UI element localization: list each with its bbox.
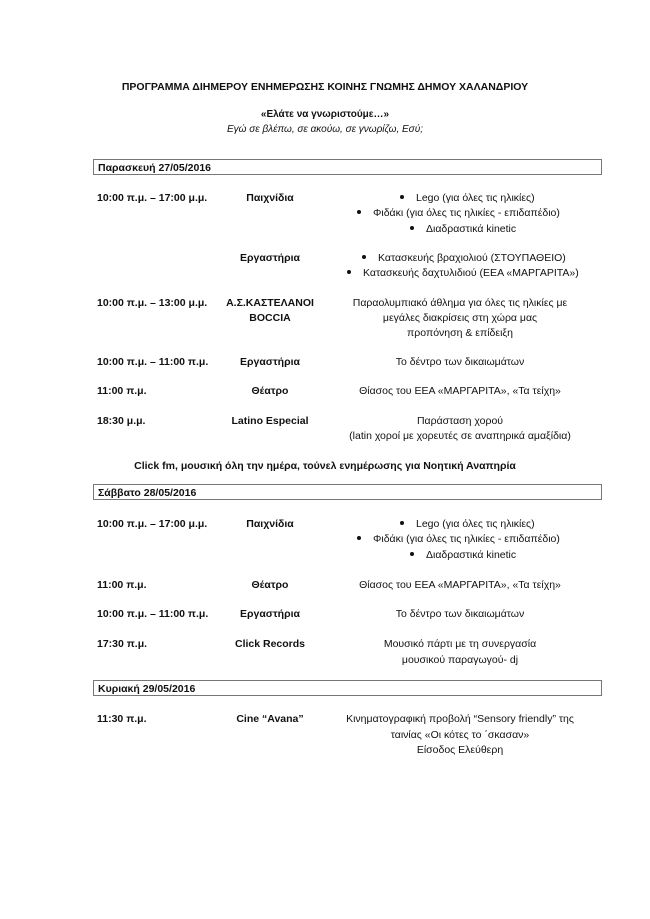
event-activity-line: BOCCIA [249, 312, 291, 324]
event-description: ταινίας «Οι κότες το ΄σκασαν» [390, 729, 530, 741]
bullet-icon [410, 226, 414, 230]
bullet-item: Lego (για όλες τις ηλικίες) [400, 518, 535, 530]
bullet-item: Φιδάκι (για όλες τις ηλικίες - επιδαπέδιο) [357, 207, 560, 219]
bullet-item: Φιδάκι (για όλες τις ηλικίες - επιδαπέδιο) [357, 533, 560, 545]
event-description: Θίασος του ΕΕΑ «ΜΑΡΓΑΡΙΤΑ», «Τα τείχη» [359, 385, 561, 397]
event-activity: Εργαστήρια [240, 608, 300, 620]
bullet-icon [362, 255, 366, 259]
event-activity: Εργαστήρια [240, 356, 300, 368]
bullet-item: Lego (για όλες τις ηλικίες) [400, 192, 535, 204]
event-description: Παραολυμπιακό άθλημα για όλες τις ηλικίες με [352, 297, 568, 309]
event-time: 11:00 π.μ. [97, 385, 147, 397]
event-description: μουσικού παραγωγού- dj [401, 654, 519, 666]
day-header-saturday: Σάββατο 28/05/2016 [93, 484, 602, 500]
event-description: Θίασος του ΕΕΑ «ΜΑΡΓΑΡΙΤΑ», «Τα τείχη» [359, 579, 561, 591]
event-activity: Click Records [234, 638, 306, 650]
document-subtitle: «Ελάτε να γνωριστούμε…» [260, 109, 390, 120]
bullet-icon [357, 536, 361, 540]
event-description: μεγάλες διακρίσεις στη χώρα μας [382, 312, 538, 324]
event-activity: Θέατρο [251, 385, 289, 397]
event-activity: Παιχνίδια [246, 192, 294, 204]
event-time: 10:00 π.μ. – 17:00 μ.μ. [97, 518, 208, 530]
event-time: 17:30 π.μ. [97, 638, 148, 650]
bullet-icon [400, 195, 404, 199]
event-activity: Latino Especial [231, 415, 309, 427]
bullet-item: Κατασκευής βραχιολιού (ΣΤΟΥΠΑΘΕΙΟ) [362, 252, 566, 264]
event-time: 10:00 π.μ. – 13:00 μ.μ. [97, 297, 208, 309]
event-time: 18:30 μ.μ. [97, 415, 146, 427]
day-note: Click fm, μουσική όλη την ημέρα, τούνελ ενημέρωσης για Νοητική Αναπηρία [134, 460, 516, 472]
event-description: Το δέντρο των δικαιωμάτων [395, 608, 525, 620]
document-title: ΠΡΟΓΡΑΜΜΑ ΔΙΗΜΕΡΟΥ ΕΝΗΜΕΡΩΣΗΣ ΚΟΙΝΗΣ ΓΝΩΜΗΣ ΔΗΜΟΥ ΧΑΛΑΝΔΡΙΟΥ [121, 81, 529, 93]
event-time: 10:00 π.μ. – 11:00 π.μ. [97, 356, 209, 368]
event-time: 11:30 π.μ. [97, 713, 147, 725]
event-description: προπόνηση & επίδειξη [407, 327, 513, 339]
bullet-item: Διαδραστικά kinetic [410, 223, 516, 235]
event-activity: Cine “Avana” [236, 713, 304, 725]
bullet-icon [347, 270, 351, 274]
day-header-friday: Παρασκευή 27/05/2016 [93, 159, 602, 175]
event-description: Παράσταση χορού [416, 415, 504, 427]
event-time: 10:00 π.μ. – 11:00 π.μ. [97, 608, 209, 620]
event-description: Μουσικό πάρτι με τη συνεργασία [383, 638, 537, 650]
bullet-icon [357, 210, 361, 214]
day-header-sunday: Κυριακή 29/05/2016 [93, 680, 602, 696]
event-time: 11:00 π.μ. [97, 579, 147, 591]
event-description: (latin χοροί με χορευτές σε αναπηρικά αμαξίδια) [349, 430, 571, 442]
document-motto: Εγώ σε βλέπω, σε ακούω, σε γνωρίζω, Εσύ; [227, 124, 423, 135]
bullet-icon [410, 552, 414, 556]
event-description: Κινηματογραφική προβολή “Sensory friendly” της [346, 713, 574, 725]
bullet-item: Κατασκευής δαχτυλιδιού (ΕΕΑ «ΜΑΡΓΑΡΙΤΑ») [347, 267, 579, 279]
bullet-item: Διαδραστικά kinetic [410, 549, 516, 561]
event-description: Το δέντρο των δικαιωμάτων [395, 356, 525, 368]
bullet-icon [400, 521, 404, 525]
event-time: 10:00 π.μ. – 17:00 μ.μ. [97, 192, 208, 204]
event-activity: Θέατρο [251, 579, 289, 591]
event-activity: Παιχνίδια [246, 518, 294, 530]
event-activity-line: Α.Σ.ΚΑΣΤΕΛΑΝΟΙ [226, 297, 314, 309]
event-activity: Εργαστήρια [240, 252, 300, 264]
event-description: Είσοδος Ελεύθερη [416, 744, 504, 756]
